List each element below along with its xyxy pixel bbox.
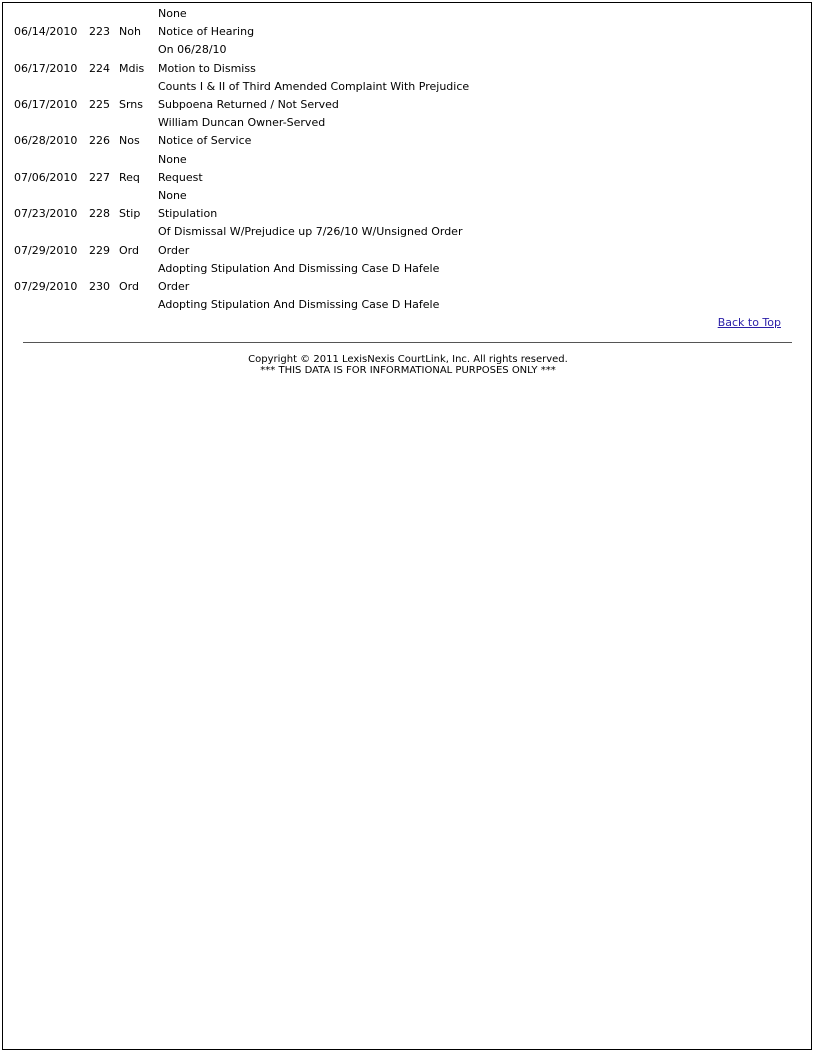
docket-entry-description: Motion to Dismiss (158, 61, 256, 75)
docket-entry-description: None (158, 7, 187, 20)
docket-row (14, 223, 469, 241)
docket-row (14, 96, 469, 114)
docket-row (14, 242, 469, 260)
docket-entry-date (14, 114, 89, 132)
docket-entry-number (89, 260, 119, 278)
docket-entry-code: Stip (119, 207, 141, 221)
docket-table-body (14, 5, 469, 314)
docket-entry-code: Noh (119, 25, 141, 39)
docket-entry-date (14, 187, 89, 205)
docket-table (14, 5, 469, 314)
docket-entry-code (119, 5, 158, 23)
docket-entry-description: Of Dismissal W/Prejudice up 7/26/10 W/Unsigned Order (158, 225, 463, 239)
docket-row (14, 23, 469, 41)
docket-entry-date: 06/28/2010 (14, 134, 78, 148)
docket-row (14, 278, 469, 296)
docket-entry-number (89, 296, 119, 314)
docket-entry-number: 224 (89, 61, 110, 75)
docket-entry-description: On 06/28/10 (158, 43, 227, 57)
docket-entry-date (14, 223, 89, 241)
docket-entry-code (119, 41, 158, 59)
docket-entry-description: Notice of Service (158, 134, 252, 148)
docket-row (14, 41, 469, 59)
docket-entry-description: Notice of Hearing (158, 25, 255, 39)
docket-entry-date: 07/23/2010 (14, 207, 78, 221)
docket-entry-date (14, 41, 89, 59)
docket-entry-date (14, 78, 89, 96)
docket-entry-date (14, 260, 89, 278)
docket-entry-number (89, 114, 119, 132)
docket-entry-code (119, 78, 158, 96)
docket-entry-number (89, 151, 119, 169)
docket-entry-description: Order (158, 280, 190, 294)
page-footer (0, 354, 816, 376)
back-to-top-link[interactable]: Back to Top (717, 316, 781, 329)
docket-entry-description: None (158, 152, 187, 166)
docket-entry-code (119, 151, 158, 169)
docket-entry-date: 07/29/2010 (14, 280, 78, 294)
docket-entry-number: 229 (89, 243, 110, 257)
docket-row (14, 5, 469, 23)
docket-entry-date: 06/17/2010 (14, 98, 78, 112)
docket-entry-date (14, 151, 89, 169)
docket-entry-date: 07/06/2010 (14, 170, 78, 184)
docket-row (14, 60, 469, 78)
docket-entry-description: Request (158, 170, 203, 184)
docket-entry-number: 227 (89, 170, 110, 184)
docket-row (14, 187, 469, 205)
docket-entry-description: Adopting Stipulation And Dismissing Case D Hafele (158, 298, 440, 312)
docket-entry-date: 06/17/2010 (14, 61, 78, 75)
docket-row (14, 78, 469, 96)
docket-entry-date: 07/29/2010 (14, 243, 78, 257)
docket-entry-description: None (158, 189, 187, 203)
docket-row (14, 151, 469, 169)
docket-entry-code (119, 187, 158, 205)
data-disclaimer: *** THIS DATA IS FOR INFORMATIONAL PURPOSES ONLY *** (260, 365, 556, 376)
docket-entry-code (119, 114, 158, 132)
docket-entry-description: Counts I & II of Third Amended Complaint With Prejudice (158, 79, 470, 93)
docket-entry-number: 228 (89, 207, 110, 221)
docket-entry-code (119, 260, 158, 278)
docket-entry-description: Subpoena Returned / Not Served (158, 98, 339, 112)
docket-entry-number (89, 187, 119, 205)
footer-divider (23, 342, 792, 343)
docket-entry-code: Req (119, 170, 140, 184)
docket-entry-number (89, 78, 119, 96)
docket-entry-code: Mdis (119, 61, 145, 75)
docket-row (14, 260, 469, 278)
docket-entry-code: Srns (119, 98, 144, 112)
docket-entry-code: Ord (119, 243, 139, 257)
docket-row (14, 296, 469, 314)
docket-entry-number (89, 223, 119, 241)
docket-entry-date (14, 5, 89, 23)
docket-row (14, 132, 469, 150)
docket-entry-number (89, 5, 119, 23)
docket-entry-number: 223 (89, 25, 110, 39)
docket-entry-code: Nos (119, 134, 140, 148)
docket-entry-number: 225 (89, 98, 110, 112)
docket-entry-description: Stipulation (158, 207, 218, 221)
docket-entry-code: Ord (119, 280, 139, 294)
docket-entry-description: Adopting Stipulation And Dismissing Case D Hafele (158, 261, 440, 275)
docket-entry-description: William Duncan Owner-Served (158, 116, 326, 130)
docket-entry-date (14, 296, 89, 314)
docket-entry-code (119, 296, 158, 314)
docket-row (14, 169, 469, 187)
docket-row (14, 205, 469, 223)
copyright-notice: Copyright © 2011 LexisNexis CourtLink, Inc. All rights reserved. (248, 354, 568, 365)
docket-entry-number: 226 (89, 134, 110, 148)
docket-entry-date: 06/14/2010 (14, 25, 78, 39)
docket-row (14, 114, 469, 132)
docket-entry-description: Order (158, 243, 190, 257)
docket-entry-number (89, 41, 119, 59)
docket-entry-code (119, 223, 158, 241)
docket-entry-number: 230 (89, 280, 110, 294)
